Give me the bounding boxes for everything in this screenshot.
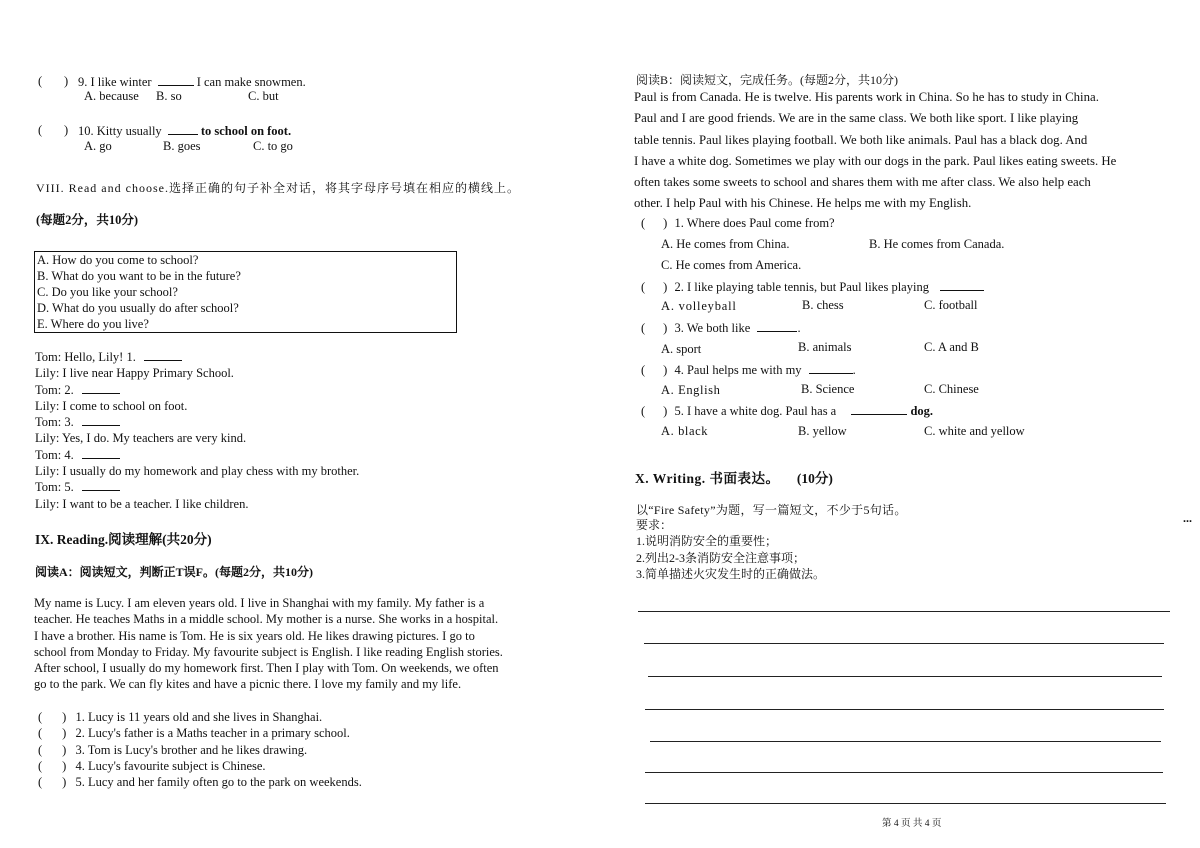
tf-question: ( ) 1. Lucy is 11 years old and she lives in Shanghai.	[38, 710, 323, 724]
q10-option-b: B. goes	[163, 139, 201, 153]
q9-after: I can make snowmen.	[196, 75, 306, 89]
q9-paren-close: )	[64, 74, 69, 88]
q9-stem	[78, 74, 306, 90]
rb-q4-c: C. Chinese	[924, 382, 979, 396]
dialog-blank-1	[144, 349, 182, 361]
rb-q4-blank	[809, 362, 853, 374]
rb-q4-a: A. English	[661, 383, 721, 397]
q10-after: to school on foot.	[200, 124, 292, 138]
rb-q4-text: 4. Paul helps me with my	[674, 363, 802, 377]
passage-line: I have a brother. His name is Tom. He is six years old. He likes drawing pictures. I go to	[34, 628, 475, 643]
dialog-blank-4	[82, 447, 120, 459]
rb-q3-blank	[757, 320, 797, 332]
passage-line: often takes some sweets to school and shares them with me after class. We also help each	[634, 175, 1091, 190]
rb-q1-a: A. He comes from China.	[661, 237, 790, 251]
tf-question: ( ) 2. Lucy's father is a Maths teacher in a primary school.	[38, 726, 350, 741]
rb-q1: ( ) 1. Where does Paul come from?	[641, 216, 835, 230]
rb-q3-a: A. sport	[661, 342, 702, 356]
dialog-line: Lily: I want to be a teacher. I like children.	[35, 496, 249, 511]
q9-option-b: B. so	[156, 89, 182, 103]
dialog-line: Tom: 4.	[35, 447, 359, 463]
req-label: 要求：	[636, 518, 673, 532]
option-e: E. Where do you live?	[37, 317, 149, 331]
q10-blank	[168, 123, 198, 135]
writing-line[interactable]	[645, 709, 1164, 710]
rb-q5-blank	[851, 403, 907, 415]
section8-title: VIII. Read and choose.选择正确的句子补全对话，将其字母序号填在相应的横线上。	[36, 181, 520, 195]
dialog-line: Tom: 2.	[35, 382, 359, 398]
rb-q5-c: C. white and yellow	[924, 424, 1025, 438]
passage-line: I have a white dog. Sometimes we play with our dogs in the park. Paul likes eating sweets. He	[634, 153, 1117, 168]
rb-q2-a: A. volleyball	[661, 299, 737, 313]
rb-q3-b: B. animals	[798, 340, 852, 354]
writing-prompt: 以“Fire Safety”为题，写一篇短文，不少于5句话。	[636, 503, 907, 517]
req-item: 3.简单描述火灾发生时的正确做法。	[636, 566, 826, 581]
dialog-line: Tom: 5.	[35, 479, 359, 495]
q10-option-c: C. to go	[253, 139, 293, 153]
q10-paren-close: )	[64, 123, 69, 137]
rb-q1-b: B. He comes from Canada.	[869, 237, 1005, 251]
req-item: 2.列出2-3条消防安全注意事项；	[636, 550, 805, 565]
dialog-line: Lily: I live near Happy Primary School.	[35, 366, 234, 381]
rb-q1-c: C. He comes from America.	[661, 258, 802, 272]
dialog	[35, 349, 359, 512]
rb-q5-a: A. black	[661, 424, 709, 438]
passage-line: table tennis. Paul likes playing football. We both like animals. Paul has a black dog. And	[634, 132, 1088, 147]
req-item: 1.说明消防安全的重要性；	[636, 534, 778, 549]
writing-line[interactable]	[638, 611, 1170, 612]
q9-paren-open: (	[38, 74, 43, 88]
tf-question: ( ) 3. Tom is Lucy's brother and he likes drawing.	[38, 742, 308, 757]
rb-q5-text: 5. I have a white dog. Paul has a	[674, 404, 837, 418]
q9-option-a: A. because	[84, 89, 139, 103]
q9-blank	[158, 74, 194, 86]
q10-stem	[78, 123, 291, 139]
tf-question: ( ) 5. Lucy and her family often go to the park on weekends.	[38, 775, 362, 790]
reading-b-title: 阅读B：阅读短文，完成任务。(每题2分，共10分)	[636, 73, 898, 87]
options-box	[34, 251, 457, 333]
q10-text: 10. Kitty usually	[78, 124, 162, 138]
writing-title: X. Writing. 书面表达。 (10分)	[635, 471, 833, 486]
passage-line: My name is Lucy. I am eleven years old. I live in Shanghai with my family. My father is a	[34, 596, 485, 610]
rb-q2: ( ) 2. I like playing table tennis, but Paul likes playing	[641, 279, 984, 295]
section9-title: IX. Reading.阅读理解(共20分)	[35, 532, 212, 547]
passage-line: go to the park. We can fly kites and have a picnic there. I love my family and my life.	[34, 677, 462, 692]
dialog-blank-5	[82, 479, 120, 491]
passage-b	[634, 87, 1116, 215]
tf-questions	[38, 709, 362, 790]
rb-q3: ( ) 3. We both like .	[641, 321, 801, 335]
option-b: B. What do you want to be in the future?	[37, 269, 241, 283]
rb-q2-blank	[940, 279, 984, 291]
dialog-line: Lily: I come to school on foot.	[35, 398, 188, 413]
passage-line: Paul is from Canada. He is twelve. His parents work in China. So he has to study in China.	[634, 90, 1099, 104]
writing-line[interactable]	[644, 643, 1164, 644]
rb-q3-c: C. A and B	[924, 340, 979, 354]
q10-option-a: A. go	[84, 139, 112, 153]
rb-q1-text: 1. Where does Paul come from?	[674, 216, 835, 230]
writing-line[interactable]	[650, 741, 1161, 742]
rb-q2-text: 2. I like playing table tennis, but Paul likes playing	[674, 280, 929, 294]
rb-q4: ( ) 4. Paul helps me with my .	[641, 363, 856, 377]
passage-a	[34, 595, 503, 693]
option-c: C. Do you like your school?	[37, 285, 178, 299]
page-footer: 第 4 页 共 4 页	[882, 819, 942, 829]
passage-line: After school, I usually do my homework first. Then I play with Tom. On weekends, we often	[34, 661, 499, 676]
writing-line[interactable]	[645, 803, 1166, 804]
q9-option-c: C. but	[248, 89, 279, 103]
dialog-blank-3	[82, 414, 120, 426]
reading-a-title: 阅读A：阅读短文，判断正T误F。(每题2分，共10分)	[35, 565, 313, 579]
q9-text: 9. I like winter	[78, 75, 152, 89]
writing-requirements	[636, 517, 825, 582]
passage-line: Paul and I are good friends. We are in the same class. We both like sport. I like playing	[634, 111, 1079, 126]
tf-question: ( ) 4. Lucy's favourite subject is Chinese.	[38, 758, 266, 773]
writing-line[interactable]	[648, 676, 1162, 677]
q10-paren-open: (	[38, 123, 43, 137]
dialog-line: Tom: Hello, Lily! 1.	[35, 349, 359, 365]
overflow-dots: ...	[1183, 511, 1192, 525]
section8-score: (每题2分，共10分)	[36, 213, 139, 227]
writing-line[interactable]	[645, 772, 1163, 773]
rb-q5: ( ) 5. I have a white dog. Paul has a dog.	[641, 404, 934, 418]
rb-q3-text: 3. We both like	[674, 321, 751, 335]
passage-line: teacher. He teaches Maths in a middle school. My mother is a nurse. She works in a hospital.	[34, 612, 499, 627]
option-a: A. How do you come to school?	[37, 253, 199, 267]
rb-q2-c: C. football	[924, 298, 978, 312]
dialog-blank-2	[82, 382, 120, 394]
dialog-line: Lily: Yes, I do. My teachers are very kind.	[35, 431, 247, 446]
passage-line: other. I help Paul with his Chinese. He helps me with my English.	[634, 196, 972, 211]
option-d: D. What do you usually do after school?	[37, 301, 239, 315]
rb-q4-b: B. Science	[801, 382, 855, 396]
dialog-line: Tom: 3.	[35, 414, 359, 430]
passage-line: school from Monday to Friday. My favourite subject is English. I like reading English stories.	[34, 644, 503, 659]
rb-q5-b: B. yellow	[798, 424, 847, 438]
rb-q2-b: B. chess	[802, 298, 844, 312]
dialog-line: Lily: I usually do my homework and play chess with my brother.	[35, 464, 360, 479]
